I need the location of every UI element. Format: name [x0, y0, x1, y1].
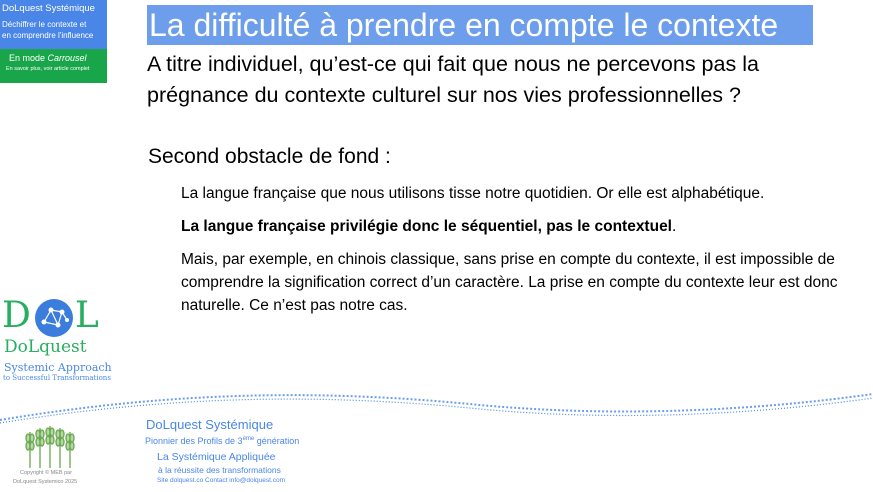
footer-line-2: Pionnier des Profils de 3ème génération	[145, 436, 300, 446]
badge-line-1: Déchiffrer le contexte et	[2, 20, 87, 29]
footer-title: DoLquest Systémique	[146, 417, 274, 432]
logo-wordmark: D L	[2, 295, 101, 336]
slide-question: A titre individuel, qu’est-ce qui fait que nous ne percevons pas la prégnance du contexte culturel sur nos vies professionnelles ?	[147, 52, 759, 107]
paragraph-3: Mais, par exemple, en chinois classique, sans prise en compte du contexte, il est impossible de comprendre la signification correct d’un caractère. La prise en compte du contexte leur est donc naturelle. Ce n’est pas notre cas.	[181, 251, 838, 314]
copyright-line-2: DoLquest Systemico 2025	[13, 479, 78, 485]
paragraph-2: La langue française privilégie donc le séquentiel, pas le contextuel.	[181, 218, 677, 235]
full-article-link[interactable]: En savoir plus, voir article complet	[6, 66, 90, 72]
badge-line-2: en comprendre l'influence	[2, 31, 94, 40]
network-globe-icon	[34, 298, 74, 338]
paragraph-1: La langue française que nous utilisons tisse notre quotidien. Or elle est alphabétique.	[181, 185, 765, 202]
wheat-icon	[24, 424, 76, 468]
footer-line-4: à la réussite des transformations	[158, 465, 281, 475]
brand-badge	[0, 0, 107, 83]
badge-title: DoLquest Systémique	[2, 3, 95, 14]
logo-subtagline: to Successful Transformations	[3, 374, 111, 382]
footer-wave	[0, 380, 873, 440]
copyright-line-1: Copyright © MEB par	[20, 470, 73, 476]
footer-line-3: La Systémique Appliquée	[157, 451, 276, 463]
carousel-mode-link[interactable]	[0, 49, 107, 83]
logo-tagline: Systemic Approach	[4, 361, 112, 374]
slide-subheading: Second obstacle de fond :	[148, 145, 391, 168]
logo-name: DoLquest	[4, 337, 87, 357]
footer-contact-link[interactable]: Site dolquest.co Contact info@dolquest.com	[157, 477, 286, 484]
slide-title: La difficulté à prendre en compte le contexte	[147, 5, 813, 45]
carousel-mode-label: En mode Carrousel	[9, 53, 87, 63]
